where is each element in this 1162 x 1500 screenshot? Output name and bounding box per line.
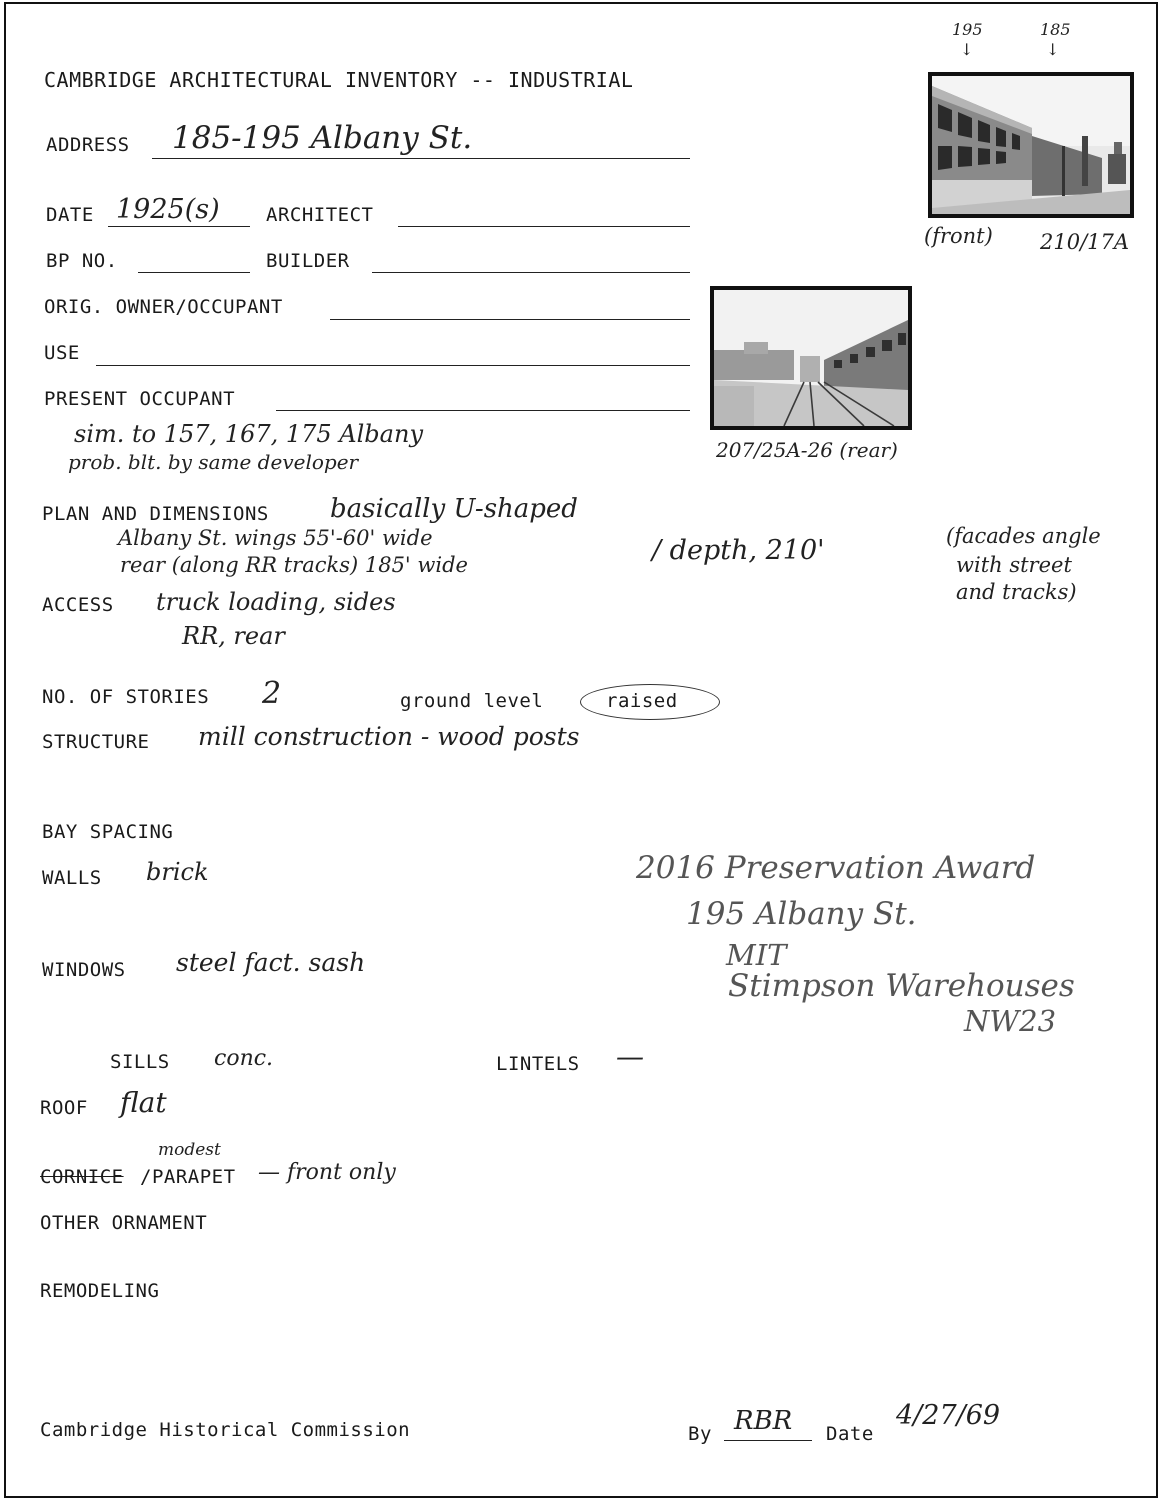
cornice-value: — front only bbox=[258, 1160, 396, 1185]
date-label: DATE bbox=[46, 204, 94, 226]
front-photo-image bbox=[932, 76, 1130, 214]
roof-label: ROOF bbox=[40, 1097, 88, 1119]
ground-level-label: ground level bbox=[400, 690, 544, 712]
facade-note-3: and tracks) bbox=[956, 580, 1077, 604]
architect-label: ARCHITECT bbox=[266, 204, 374, 226]
rear-photo-image bbox=[714, 290, 908, 426]
other-ornament-label: OTHER ORNAMENT bbox=[40, 1212, 208, 1234]
sills-value: conc. bbox=[214, 1046, 274, 1071]
front-marker-right: 185 bbox=[1040, 20, 1071, 39]
roof-value: flat bbox=[120, 1086, 167, 1119]
bp-no-line bbox=[138, 272, 250, 273]
access-value-1: truck loading, sides bbox=[156, 588, 396, 616]
by-line bbox=[724, 1440, 812, 1441]
award-note-line-1: 2016 Preservation Award bbox=[636, 850, 1036, 886]
front-marker-left: 195 bbox=[952, 20, 983, 39]
sills-label: SILLS bbox=[110, 1051, 170, 1073]
front-photo bbox=[928, 72, 1134, 218]
address-line bbox=[152, 158, 690, 159]
orig-owner-line bbox=[330, 319, 690, 320]
use-line bbox=[96, 365, 690, 366]
builder-label: BUILDER bbox=[266, 250, 350, 272]
rear-photo bbox=[710, 286, 912, 430]
date-line bbox=[108, 226, 250, 227]
address-label: ADDRESS bbox=[46, 134, 130, 156]
plan-depth: / depth, 210' bbox=[652, 535, 825, 566]
plan-value: basically U-shaped bbox=[330, 494, 578, 524]
structure-value: mill construction - wood posts bbox=[198, 722, 580, 751]
ground-level-value: raised bbox=[606, 690, 678, 712]
address-value: 185-195 Albany St. bbox=[172, 120, 473, 156]
windows-label: WINDOWS bbox=[42, 959, 126, 981]
footer-commission: Cambridge Historical Commission bbox=[40, 1419, 411, 1441]
lintels-value: — bbox=[616, 1040, 644, 1073]
bp-no-label: BP NO. bbox=[46, 250, 118, 272]
present-occupant-note-2: prob. blt. by same developer bbox=[68, 450, 359, 474]
present-occupant-line bbox=[276, 410, 690, 411]
front-caption-left: (front) bbox=[924, 224, 993, 248]
bay-spacing-label: BAY SPACING bbox=[42, 821, 174, 843]
cornice-label: CORNICE bbox=[40, 1166, 124, 1188]
front-caption-right: 210/17A bbox=[1040, 230, 1130, 254]
windows-value: steel fact. sash bbox=[176, 948, 366, 977]
date-footer-label: Date bbox=[826, 1423, 874, 1445]
present-occupant-note-1: sim. to 157, 167, 175 Albany bbox=[74, 420, 423, 448]
access-value-2: RR, rear bbox=[182, 622, 285, 650]
form-title: CAMBRIDGE ARCHITECTURAL INVENTORY -- INDUSTRIAL bbox=[44, 68, 634, 92]
facade-note-1: (facades angle bbox=[946, 524, 1101, 548]
parapet-label: /PARAPET bbox=[140, 1166, 236, 1188]
date-footer-value: 4/27/69 bbox=[896, 1400, 1001, 1431]
award-note-line-5: NW23 bbox=[964, 1004, 1057, 1038]
front-marker-right-arrow: ↓ bbox=[1046, 40, 1060, 59]
front-marker-left-arrow: ↓ bbox=[960, 40, 974, 59]
orig-owner-label: ORIG. OWNER/OCCUPANT bbox=[44, 296, 283, 318]
plan-label: PLAN AND DIMENSIONS bbox=[42, 503, 269, 525]
facade-note-2: with street bbox=[956, 553, 1072, 577]
by-value: RBR bbox=[734, 1406, 793, 1436]
present-occupant-label: PRESENT OCCUPANT bbox=[44, 388, 236, 410]
builder-line bbox=[372, 272, 690, 273]
structure-label: STRUCTURE bbox=[42, 731, 150, 753]
plan-value-2: Albany St. wings 55'-60' wide bbox=[118, 526, 433, 550]
award-note-line-2: 195 Albany St. bbox=[686, 896, 917, 932]
date-value: 1925(s) bbox=[116, 194, 220, 225]
award-note-line-4: Stimpson Warehouses bbox=[728, 968, 1075, 1004]
use-label: USE bbox=[44, 342, 80, 364]
stories-value: 2 bbox=[262, 676, 282, 711]
rear-caption: 207/25A-26 (rear) bbox=[716, 438, 898, 462]
access-label: ACCESS bbox=[42, 594, 114, 616]
walls-label: WALLS bbox=[42, 867, 102, 889]
architect-line bbox=[398, 226, 690, 227]
lintels-label: LINTELS bbox=[496, 1053, 580, 1075]
award-note-line-3: MIT bbox=[726, 938, 787, 972]
by-label: By bbox=[688, 1423, 712, 1445]
walls-value: brick bbox=[146, 858, 209, 886]
plan-value-3: rear (along RR tracks) 185' wide bbox=[120, 553, 468, 577]
remodeling-label: REMODELING bbox=[40, 1280, 160, 1302]
stories-label: NO. OF STORIES bbox=[42, 686, 210, 708]
cornice-modifier: modest bbox=[158, 1140, 221, 1160]
